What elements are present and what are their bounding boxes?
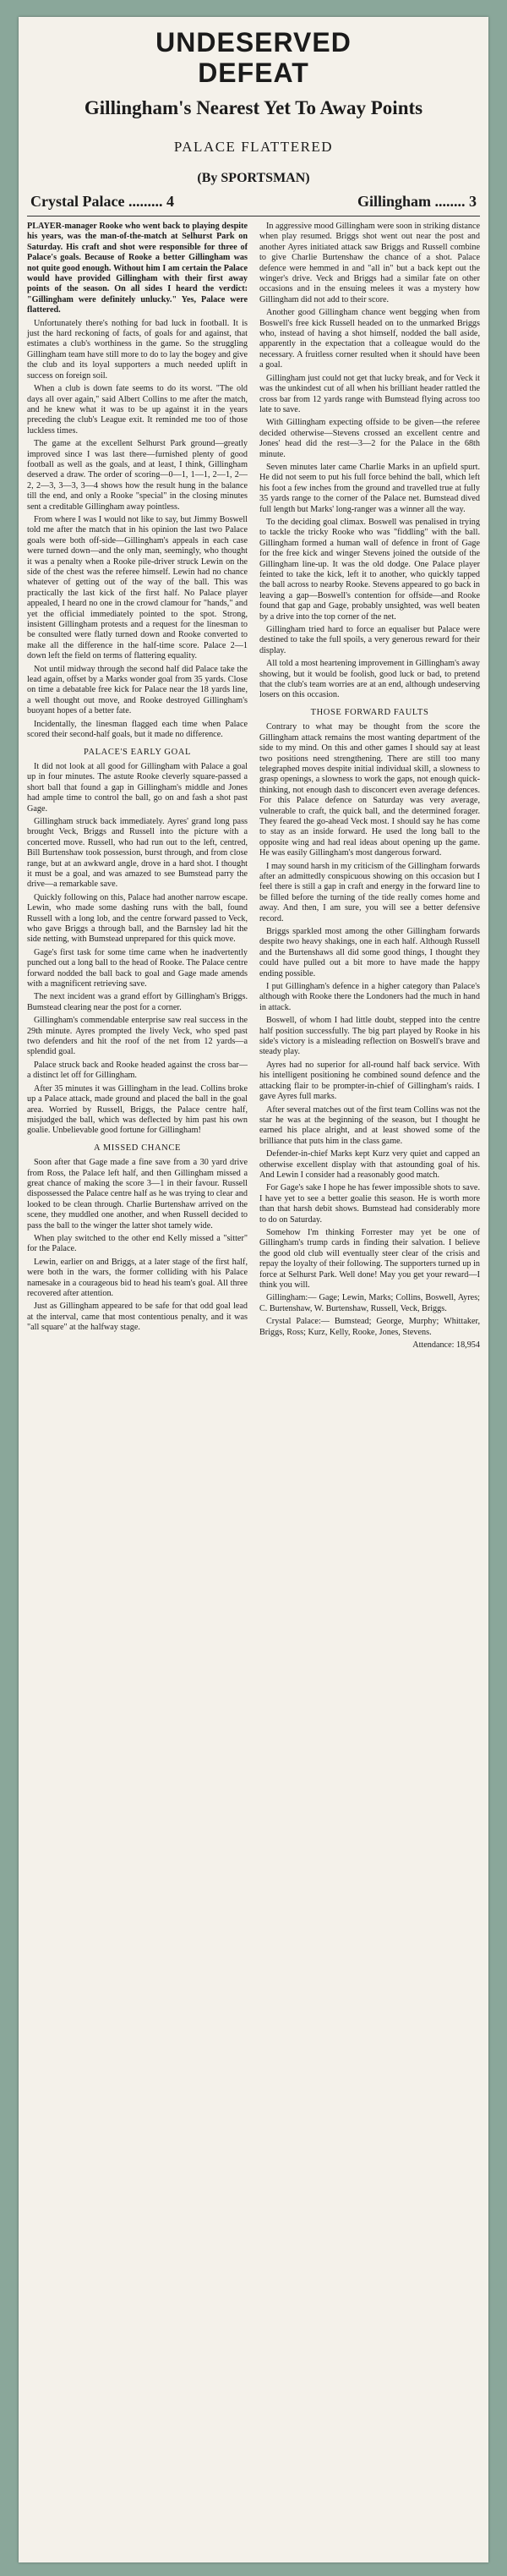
paragraph: Ayres had no superior for all-round half back service. With his intelligent positioning he combined sound defence and the attacking flair to be prompter-in-chief of Gillingham's raids. I gave Ayres full marks. [259, 1060, 480, 1102]
paragraph: Seven minutes later came Charlie Marks in an upfield spurt. He did not seem to put his full force behind the ball, which left his foot a few inches from the ground and travelled true at fully 35 yards range to the corner of the Palace net. Bumstead dived full length but Marks' long-ranger was a winner all the way. [259, 462, 480, 514]
team-lineup-palace: Crystal Palace:— Bumstead; George, Murphy; Whittaker, Briggs, Ross; Kurz, Kelly, Rooke, Jones, Stevens. [259, 1317, 480, 1337]
paragraph: With Gillingham expecting offside to be given—the referee decided otherwise—Stevens crossed an excellent centre and Jones' head did the rest—3—2 for the Palace in the 68th minute. [259, 418, 480, 459]
right-column [259, 222, 480, 1353]
paragraph: Gillingham's commendable enterprise saw real success in the 29th minute. Ayres prompted the lively Veck, who sped past two defenders and hit the roof of the net from 12 yards—a splendid goal. [27, 1016, 248, 1057]
paragraph: Incidentally, the linesman flagged each time when Palace scored their second-half goals, but it made no difference. [27, 719, 248, 740]
attendance: Attendance: 18,954 [412, 1340, 480, 1351]
scoreline [30, 193, 477, 211]
article-body [19, 216, 488, 1353]
paragraph: Not until midway through the second half did Palace take the lead again, offset by a Marks wonder goal from 35 yards. Close on time a debatable free kick for Palace near the 18 yards line, a well thought out move, and Rooke destroyed Gillingham's buoyant hopes of a better fate. [27, 664, 248, 716]
paragraph: Somehow I'm thinking Forrester may yet be one of Gillingham's trump cards in finding their salvation. I believe the good old club will eventually steer clear of the crisis and repay the loyalty of their following. The supporters turned up in force at Selhurst Park. Well done! May you get your reward—I think you will. [259, 1227, 480, 1290]
paragraph: Another good Gillingham chance went begging when from Boswell's free kick Russell headed on to the unmarked Briggs who, instead of having a shot himself, nodded the ball aside, apparently in the expectation that a colleague would do the necessary. A fruitless corner resulted when it should have been a goal. [259, 308, 480, 370]
paragraph: From where I was I would not like to say, but Jimmy Boswell told me after the match that in his opinion the last two Palace goals were both off-side—Gillingham's appeals in each case were turned down—and the only man, seemingly, who thought it was a penalty when a Rooke pile-driver struck Lewin on the side of the chest was the referee himself. Lewin had no chance whatever of getting out of the way of the ball. This was practically the last kick of the first half. No Palace player appealed, I heard no one in the crowd clamour for "hands," and yet the official immediately pointed to the spot. Strong, insistent Gillingham protests and a request for the linesman to be consulted were flatly turned down and Rooke converted to make all the difference in the half-time score. Palace 2—1 down left the field on terms of flattering equality. [27, 514, 248, 661]
paragraph: Gage's first task for some time came when he inadvertently punched out a long ball to the head of Rooke. The Palace centre forward nodded the ball back to goal and Gage made amends with a magnificent retrieving save. [27, 947, 248, 989]
section-heading: A MISSED CHANCE [94, 1143, 181, 1153]
paragraph: All told a most heartening improvement in Gillingham's away showing, but it would be foolish, good luck or bad, to pretend that the club's team worries are at an end, although undeserving losers on this occasion. [259, 659, 480, 700]
paragraph: Unfortunately there's nothing for bad luck in football. It is just the hard reckoning of facts, of goals for and against, that estimates a club's worthiness in the game. So the struggling Gillingham team have still more to do to lay the bogey and give the club and its loyal supporters a much needed uplift in success on foreign soil. [27, 318, 248, 381]
paragraph: The next incident was a grand effort by Gillingham's Briggs. Bumstead clearing near the post for a corner. [27, 992, 248, 1012]
paragraph: Boswell, of whom I had little doubt, stepped into the centre half position successfully. The big part played by Rooke in his side's victory is a misleading reflection on Boswell's brave and steady play. [259, 1016, 480, 1057]
section-heading: THOSE FORWARD FAULTS [310, 707, 429, 717]
paragraph: Gillingham tried hard to force an equaliser but Palace were destined to take the full spoils, a very generous reward for their display. [259, 625, 480, 655]
paragraph: I put Gillingham's defence in a higher category than Palace's although with Rooke there the Londoners had the much in hand in attack. [259, 982, 480, 1012]
paragraph: After several matches out of the first team Collins was not the star he was at the beginning of the season, but I thought he earned his place alright, and at least showed some of the brilliance that puts him in the class game. [259, 1104, 480, 1146]
paragraph: Gillingham struck back immediately. Ayres' grand long pass brought Veck, Briggs and Russell into the picture with a concerted move. Russell, who had run out to the left, centred, Bill Burtenshaw took possession, burst through, and from close range, but at an awkward angle, drove in a hard shot. I thought it must be a goal, and was amazed to see Bumstead parry the drive—a remarkable save. [27, 816, 248, 890]
paragraph: Briggs sparkled most among the other Gillingham forwards despite two heavy shakings, one in each half. Although Russell and the Burtenshaws all did some good things, I thought they could have pulled out a bit more to have made the happy ending possible. [259, 927, 480, 978]
headline-line-2: DEFEAT [198, 58, 309, 88]
paragraph: Soon after that Gage made a fine save from a 30 yard drive from Ross, the Palace left half, and then Gillingham missed a great chance of making the score 3—1 in their favour. Russell dispossessed the Palace centre half as he was trying to clear and looked to be clean through. Charlie Burtenshaw arrived on the scene, they muddled one another, and when Russell decided to pass the ball to the winger the latter shot tamely wide. [27, 1158, 248, 1230]
section-label: PALACE FLATTERED [173, 139, 334, 155]
subheadline: Gillingham's Nearest Yet To Away Points [84, 97, 423, 118]
paragraph: To the deciding goal climax. Boswell was penalised in trying to tackle the tricky Rooke who was "fiddling" with the ball. Gillingham formed a human wall of defence in front of Gage for the free kick and winger Stevens joined the outside of the Gillingham line-up. It was the old dodge. One Palace player feinted to take the kick, left it to another, who quickly tapped the ball across to nearby Rooke. Stevens appeared to go back in leaving a gap—Boswell's contention for offside—and Rooke found that gap and Gage, probably unsighted, was well beaten by a drive into the top corner of the net. [259, 517, 480, 622]
byline: (By SPORTSMAN) [197, 171, 310, 185]
left-column [27, 222, 248, 1353]
headline-line-1: UNDESERVED [155, 27, 352, 58]
paragraph: Gillingham just could not get that lucky break, and for Veck it was the unkindest cut of all when his brilliant header rattled the cross bar from 12 yards range with Bumstead flying across too late to save. [259, 373, 480, 414]
score-away: Gillingham ........ 3 [357, 193, 477, 210]
section-heading: PALACE'S EARLY GOAL [84, 747, 191, 757]
paragraph: It did not look at all good for Gillingham with Palace a goal up in four minutes. The astute Rooke cleverly square-passed a short ball that found a gap in Gillingham's middle and Jones had ample time to control the ball, go on and fash a shot past Gage. [27, 761, 248, 814]
newspaper-clipping [19, 17, 488, 2562]
paragraph: Quickly following on this, Palace had another narrow escape. Lewin, who made some dashing runs with the ball, found Russell with a long lob, and the centre forward passed to Veck, who gave Briggs a through ball, and the Barnsley lad hit the side netting, with Bumstead unprepared for this quick move. [27, 892, 248, 945]
paragraph: Palace struck back and Rooke headed against the cross bar—a distinct let off for Gillingham. [27, 1060, 248, 1081]
paragraph: Just as Gillingham appeared to be safe for that odd goal lead at the interval, came that most contentious penalty, and it was "all square" at the halfway stage. [27, 1302, 248, 1333]
paragraph: After 35 minutes it was Gillingham in the lead. Collins broke up a Palace attack, made ground and placed the ball in the goal area. Worried by Russell, Briggs, the Palace centre half, misjudged the ball, which was deflected by him past his own goalie. Unbelievable good fortune for Gillingham! [27, 1083, 248, 1136]
paragraph: Contrary to what may be thought from the score the Gillingham attack remains the most wanting department of the side to my mind. On this and other games I should say at least two positions need strengthening. There are still too many telegraphed moves despite initial individual skill, a slowness to grasp openings, a slowness to work the gaps, not enough quick-thinking, not enough dash to disconcert even average defences. For this Palace defence on Saturday was very average, vulnerable to craft, the quick ball, and the determined forager. They feared the go-ahead Veck most. I should say he has come to stay as an inside forward. He used the long ball to the opposite wing and had real ideas about opening up the game. He was easily Gillingham's most dangerous forward. [259, 722, 480, 858]
paragraph: When a club is down fate seems to do its worst. "The old days all over again," said Albert Collins to me after the match, and he knew what it was to be up against it in the years preceding the club's League exit. It reminded me too of those luckless times. [27, 384, 248, 436]
team-lineup-gillingham: Gillingham:— Gage; Lewin, Marks; Collins, Boswell, Ayres; C. Burtenshaw, W. Burtenshaw, Russell, Veck, Briggs. [259, 1293, 480, 1313]
paragraph: For Gage's sake I hope he has fewer impossible shots to save. I have yet to see a better goalie this season. He is worth more than that harsh debit shows. Bumstead had considerably more to do on Saturday. [259, 1183, 480, 1225]
paragraph: When play switched to the other end Kelly missed a "sitter" for the Palace. [27, 1233, 248, 1254]
paragraph: Lewin, earlier on and Briggs, at a later stage of the first half, were both in the wars, the former colliding with his Palace namesake in a courageous bid to head his team's goal. All three recovered after attention. [27, 1257, 248, 1298]
paragraph: Defender-in-chief Marks kept Kurz very quiet and capped an otherwise excellent display with that astounding goal of his. And Lewin I consider had a reasonably good match. [259, 1149, 480, 1180]
score-home: Crystal Palace ......... 4 [30, 193, 174, 210]
intro-paragraph: PLAYER-manager Rooke who went back to playing despite his years, was the man-of-the-match at Selhurst Park on Saturday. His craft and shot were responsible for three of Palace's goals. Because of Rooke a better Gillingham was not quite good enough. Without him I am certain the Palace would have provided Gillingham with their first away points of the season. On all sides I heard the verdict: "Gillingham were definitely unlucky." Yes, Palace were flattered. [27, 222, 248, 315]
paragraph: In aggressive mood Gillingham were soon in striking distance when play resumed. Briggs shot went out near the post and another Ayres initiated attack saw Briggs and Russell combine to give Charlie Burtenshaw the chance of a shot. Palace defence were hemmed in and "all in" but a back kept out the winger's drive. Veck and Briggs had a similar fate on other occasions and in the ensuing melees it was a mystery how Gillingham did not add to their score. [259, 222, 480, 304]
paragraph: The game at the excellent Selhurst Park ground—greatly improved since I was last there—furnished plenty of good football as well as the goals, and at least, I think, Gillingham deserved a draw. The order of scoring—0—1, 1—1, 2—1, 2—2, 2—3, 3—3, 3—4 shows how the result hung in the balance till the end, and only a Rooke "special" in the closing minutes sent a creditable Gillingham away pointless. [27, 439, 248, 512]
paragraph: I may sound harsh in my criticism of the Gillingham forwards after an admittedly conspicuous showing on this occasion but I feel there is still a gap in craft and energy in the forward line to be filled before the turning of the tide really comes home and away. And then, I am sure, you will see a better defensive record. [259, 861, 480, 924]
